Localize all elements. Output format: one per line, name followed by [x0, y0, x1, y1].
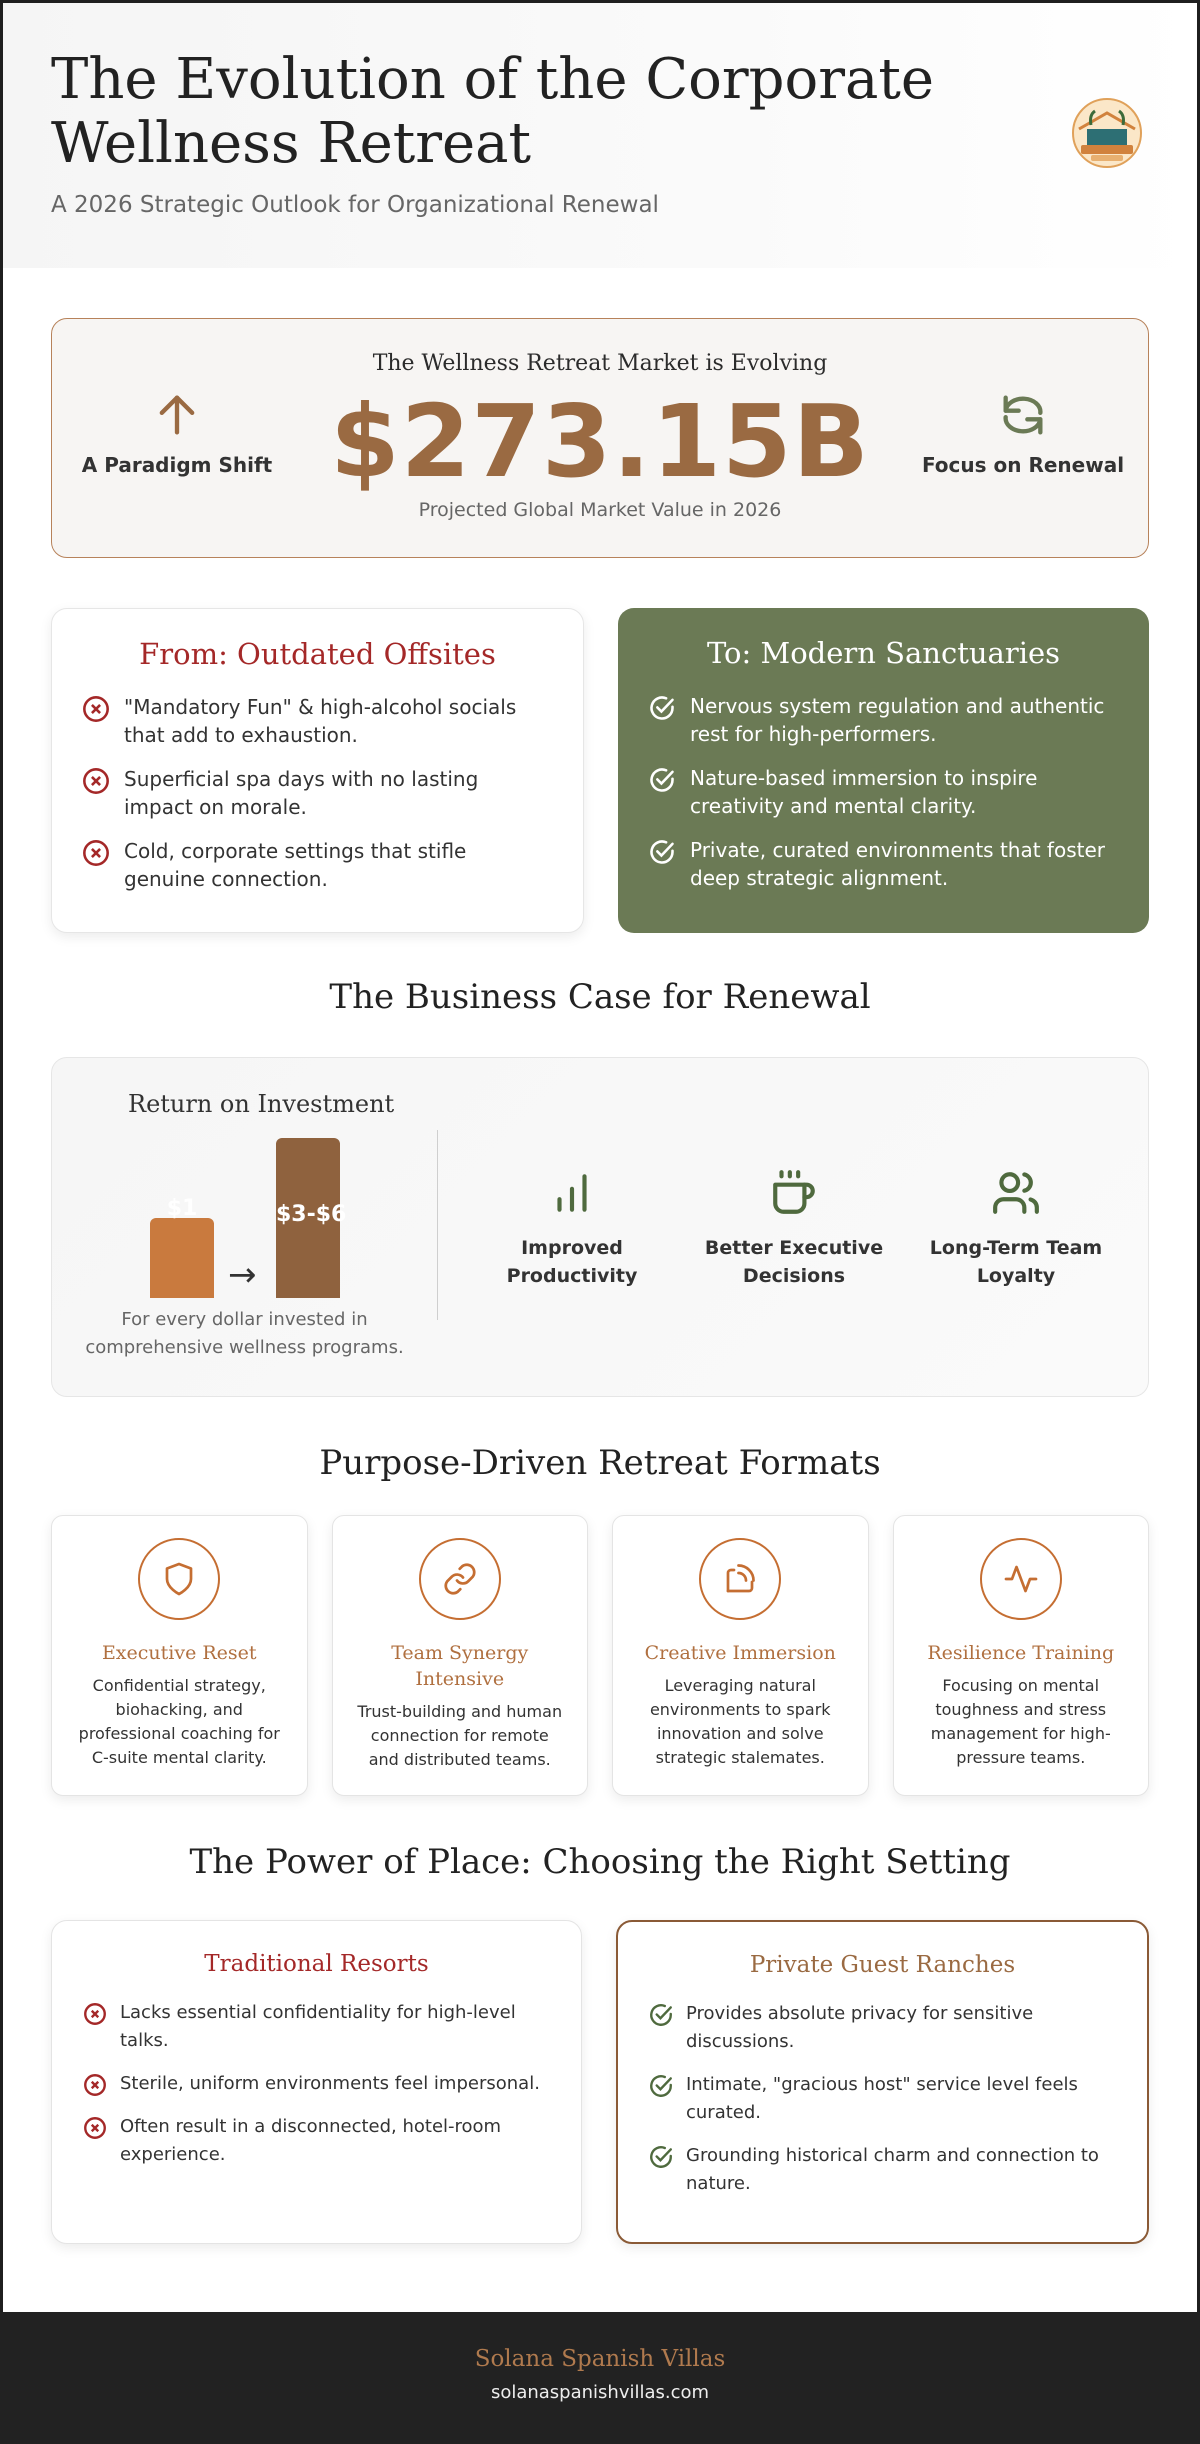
list-item [648, 692, 1119, 748]
check-circle-icon [648, 2144, 674, 2170]
benefit-productivity [472, 1168, 672, 1290]
format-icon-ring [419, 1538, 501, 1620]
format-name: Creative Immersion [644, 1642, 836, 1664]
benefit-label: Improved Productivity [506, 1237, 638, 1287]
ranch-item-text: Grounding historical charm and connection to nature. [686, 2145, 1099, 2194]
market-caption: Projected Global Market Value in 2026 [418, 499, 782, 521]
list-item [648, 836, 1119, 892]
invest-bar [150, 1196, 214, 1298]
format-name: Resilience Training [927, 1642, 1115, 1664]
list-item [82, 1999, 551, 2055]
to-item-text: Nervous system regulation and authentic rest for high-performers. [690, 694, 1105, 746]
x-circle-icon [82, 767, 110, 795]
to-title: To: Modern Sanctuaries [706, 636, 1061, 670]
market-card [51, 318, 1149, 558]
format-name: Executive Reset [101, 1642, 257, 1664]
traditional-resorts-card [51, 1920, 582, 2244]
benefit-decisions [694, 1168, 894, 1290]
users-icon [991, 1168, 1041, 1218]
from-item-text: Cold, corporate settings that stifle genuine connection. [124, 839, 467, 891]
business-case-card [51, 1057, 1149, 1397]
list-item [648, 2071, 1117, 2127]
ranch-title: Private Guest Ranches [749, 1952, 1016, 1978]
benefit-label: Long-Term Team Loyalty [929, 1237, 1103, 1287]
format-name: Team Synergy Intensive [391, 1642, 529, 1690]
shield-icon [161, 1561, 197, 1597]
format-icon-ring [980, 1538, 1062, 1620]
roi-panel [52, 1058, 437, 1396]
divider [437, 1130, 438, 1320]
focus-on-renewal-label: Focus on Renewal [921, 453, 1125, 477]
benefit-label: Better Executive Decisions [704, 1237, 884, 1287]
benefit-loyalty [916, 1168, 1116, 1290]
x-circle-icon [82, 2001, 108, 2027]
business-case-heading: The Business Case for Renewal [329, 977, 871, 1017]
return-bar [276, 1138, 347, 1298]
list-item [648, 2000, 1117, 2056]
from-title: From: Outdated Offsites [139, 637, 496, 671]
format-icon-ring [138, 1538, 220, 1620]
format-card-executive-reset [51, 1515, 308, 1796]
pulse-icon [1003, 1561, 1039, 1597]
link-icon [442, 1561, 478, 1597]
to-card [618, 608, 1149, 933]
trad-item-text: Sterile, uniform environments feel impersonal. [120, 2073, 540, 2094]
trad-item-text: Lacks essential confidentiality for high-level talks. [120, 2002, 516, 2051]
footer-brand: Solana Spanish Villas [474, 2346, 726, 2372]
list-item [82, 693, 553, 749]
invest-bar-label: $1 [166, 1196, 198, 1221]
list-item [648, 2142, 1117, 2198]
from-to-comparison [51, 608, 1149, 933]
market-title: The Wellness Retreat Market is Evolving [372, 351, 828, 376]
page-subtitle: A 2026 Strategic Outlook for Organizational Renewal [51, 192, 659, 218]
format-card-resilience-training [893, 1515, 1150, 1796]
format-card-creative-immersion [612, 1515, 869, 1796]
format-icon-ring [699, 1538, 781, 1620]
check-circle-icon [648, 766, 676, 794]
bar-chart-icon [547, 1168, 597, 1218]
to-item-text: Private, curated environments that foster deep strategic alignment. [690, 838, 1105, 890]
paradigm-shift-label: A Paradigm Shift [81, 453, 273, 477]
place-heading: The Power of Place: Choosing the Right Setting [189, 1842, 1011, 1882]
list-item [82, 2070, 551, 2098]
format-desc: Trust-building and human connection for remote and distributed teams. [357, 1702, 563, 1769]
ranch-item-text: Provides absolute privacy for sensitive discussions. [686, 2003, 1034, 2052]
from-item-text: Superficial spa days with no lasting impact on morale. [124, 767, 479, 819]
x-circle-icon [82, 695, 110, 723]
check-circle-icon [648, 2073, 674, 2099]
roi-title: Return on Investment [128, 1090, 395, 1118]
page-header [3, 3, 1197, 268]
from-item-text: "Mandatory Fun" & high-alcohol socials that add to exhaustion. [124, 695, 517, 747]
refresh-icon [993, 389, 1053, 441]
to-item-text: Nature-based immersion to inspire creativity and mental clarity. [690, 766, 1038, 818]
from-card [51, 608, 584, 933]
arrow-up-icon [151, 389, 203, 441]
signal-folder-icon [722, 1561, 758, 1597]
format-desc: Focusing on mental toughness and stress management for high-pressure teams. [930, 1676, 1111, 1767]
format-card-team-synergy [332, 1515, 589, 1796]
roi-caption: For every dollar invested in comprehensive wellness programs. [85, 1309, 404, 1358]
list-item [648, 764, 1119, 820]
footer-url-link[interactable]: solanaspanishvillas.com [490, 2382, 710, 2403]
format-desc: Confidential strategy, biohacking, and professional coaching for C-suite mental clarity. [78, 1676, 280, 1767]
list-item [82, 837, 553, 893]
solana-villa-logo [1069, 95, 1145, 175]
check-circle-icon [648, 838, 676, 866]
ranch-item-text: Intimate, "gracious host" service level feels curated. [686, 2074, 1078, 2123]
coffee-cup-icon [769, 1168, 819, 1218]
paradigm-shift [52, 389, 302, 477]
formats-grid [51, 1515, 1149, 1796]
arrow-icon: → [228, 1255, 257, 1295]
list-item [82, 765, 553, 821]
x-circle-icon [82, 839, 110, 867]
check-circle-icon [648, 2002, 674, 2028]
x-circle-icon [82, 2072, 108, 2098]
market-value: $273.15B [330, 383, 870, 500]
focus-on-renewal [898, 389, 1148, 477]
page-title: The Evolution of the Corporate Wellness Retreat [51, 47, 935, 176]
list-item [82, 2113, 551, 2169]
trad-item-text: Often result in a disconnected, hotel-room experience. [120, 2116, 502, 2165]
trad-title: Traditional Resorts [204, 1951, 429, 1977]
format-desc: Leveraging natural environments to spark innovation and solve strategic stalemates. [649, 1676, 831, 1767]
place-comparison [51, 1920, 1149, 2244]
private-guest-ranches-card [616, 1920, 1149, 2244]
check-circle-icon [648, 694, 676, 722]
formats-heading: Purpose-Driven Retreat Formats [319, 1443, 881, 1483]
x-circle-icon [82, 2115, 108, 2141]
page-footer [0, 2312, 1200, 2444]
return-bar-label: $3-$6 [276, 1202, 347, 1227]
